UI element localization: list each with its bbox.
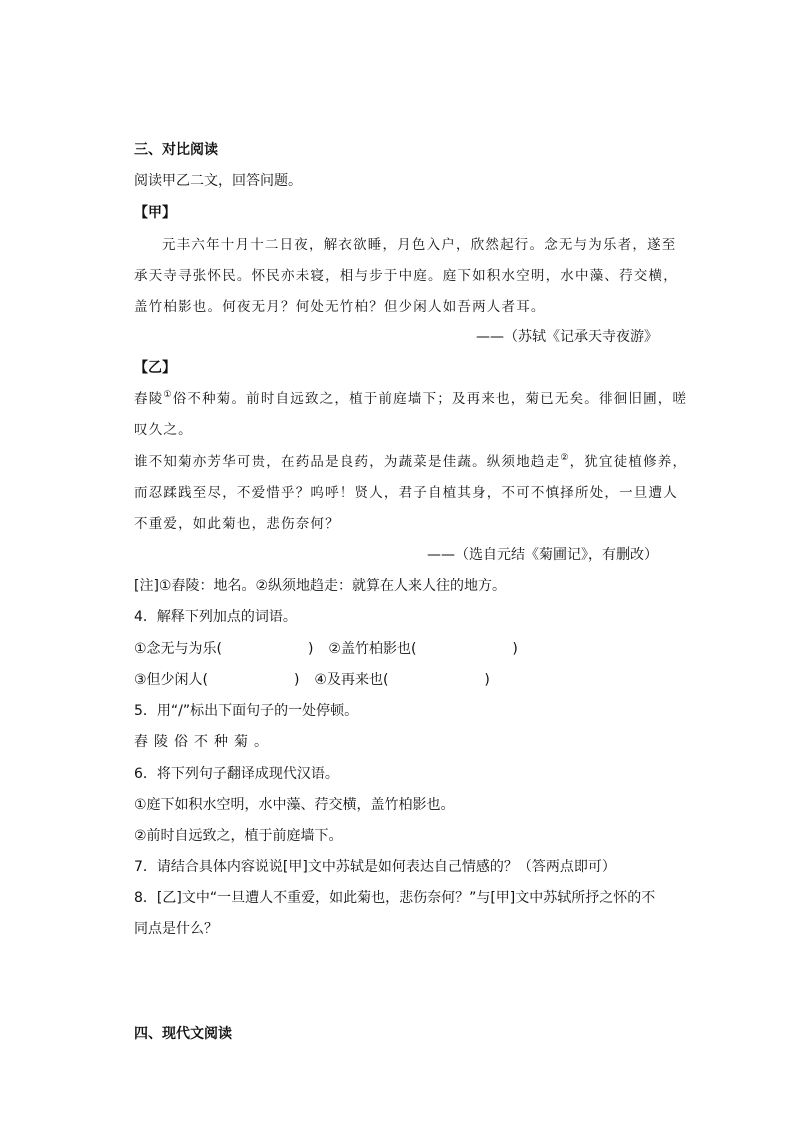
q4-item-3: ③但少闲人( — [134, 672, 209, 688]
yi-paragraph-line-1 — [134, 390, 687, 408]
yi-line3-b: ，犹宜徒植修养， — [569, 454, 688, 470]
jia-label: 【甲】 — [134, 205, 176, 221]
section3-heading: 三、对比阅读 — [134, 142, 218, 158]
jia-source: ——（苏轼《记承天寺夜游》 — [476, 329, 658, 345]
q8-line-1: 8．[乙]文中“一旦遭人不重爱，如此菊也，悲伤奈何？”与[甲]文中苏轼所抒之怀的不 — [134, 890, 656, 906]
q4-prompt: 4．解释下列加点的词语。 — [134, 609, 297, 625]
yi-paragraph-line-2: 叹久之。 — [134, 422, 193, 438]
q7-prompt: 7．请结合具体内容说说[甲]文中苏轼是如何表达自己情感的？（答两点即可） — [134, 859, 616, 875]
q5-sentence: 舂陵俗不种菊。 — [134, 734, 274, 750]
q4-item-3-close: ) — [294, 672, 300, 688]
yi-paragraph-line-3 — [134, 453, 687, 471]
yi-paragraph-line-4: 而忍蹂践至尽，不爱惜乎？呜呼！贤人，君子自植其身，不可不慎择所处，一旦遭人 — [134, 485, 678, 501]
q8-line-2: 同点是什么？ — [134, 921, 218, 937]
footnote-marker-2: ② — [560, 452, 570, 463]
jia-paragraph-line-3: 盖竹柏影也。何夜无月？何处无竹柏？但少闲人如吾两人者耳。 — [134, 299, 546, 315]
q4-row-1 — [134, 640, 518, 658]
q4-item-4: ④及再来也( — [314, 672, 389, 688]
section4-heading: 四、现代文阅读 — [134, 1026, 232, 1042]
q6-item-2: ②前时自远致之，植于前庭墙下。 — [134, 828, 343, 844]
yi-label: 【乙】 — [134, 360, 176, 376]
jia-paragraph-line-1: 元丰六年十月十二日夜，解衣欲睡，月色入户，欣然起行。念无与为乐者，遂至 — [162, 237, 677, 253]
q6-prompt: 6．将下列句子翻译成现代汉语。 — [134, 766, 339, 782]
q4-item-2: ②盖竹柏影也( — [328, 641, 417, 657]
jia-paragraph-line-2: 承天寺寻张怀民。怀民亦未寝，相与步于中庭。庭下如积水空明，水中藻、荇交横， — [134, 268, 678, 284]
yi-line3-a: 谁不知菊亦芳华可贵，在药品是良药，为蔬菜是佳蔬。纵须地趋走 — [134, 454, 561, 470]
q4-item-4-close: ) — [484, 672, 490, 688]
yi-line1-b: 俗不种菊。前时自远致之，植于前庭墙下；及再来也，菊已无矣。徘徊旧圃，嗟 — [172, 391, 688, 407]
q4-item-2-close: ) — [512, 641, 518, 657]
q4-row-2 — [134, 671, 490, 689]
q4-item-1: ①念无与为乐( — [134, 641, 223, 657]
q5-prompt: 5．用“/”标出下面句子的一处停顿。 — [134, 703, 359, 719]
yi-source: ——（选自元结《菊圃记》，有删改） — [427, 547, 658, 563]
q6-item-1: ①庭下如积水空明，水中藻、荇交横，盖竹柏影也。 — [134, 797, 455, 813]
reading-instruction: 阅读甲乙二文，回答问题。 — [134, 173, 302, 189]
yi-paragraph-line-5: 不重爱，如此菊也，悲伤奈何？ — [134, 516, 340, 532]
footnote-marker-1: ① — [163, 389, 173, 400]
annotation-note: [注]①舂陵：地名。②纵须地趋走：就算在人来人往的地方。 — [134, 578, 507, 594]
q4-item-1-close: ) — [308, 641, 314, 657]
yi-line1-a: 舂陵 — [134, 391, 164, 407]
